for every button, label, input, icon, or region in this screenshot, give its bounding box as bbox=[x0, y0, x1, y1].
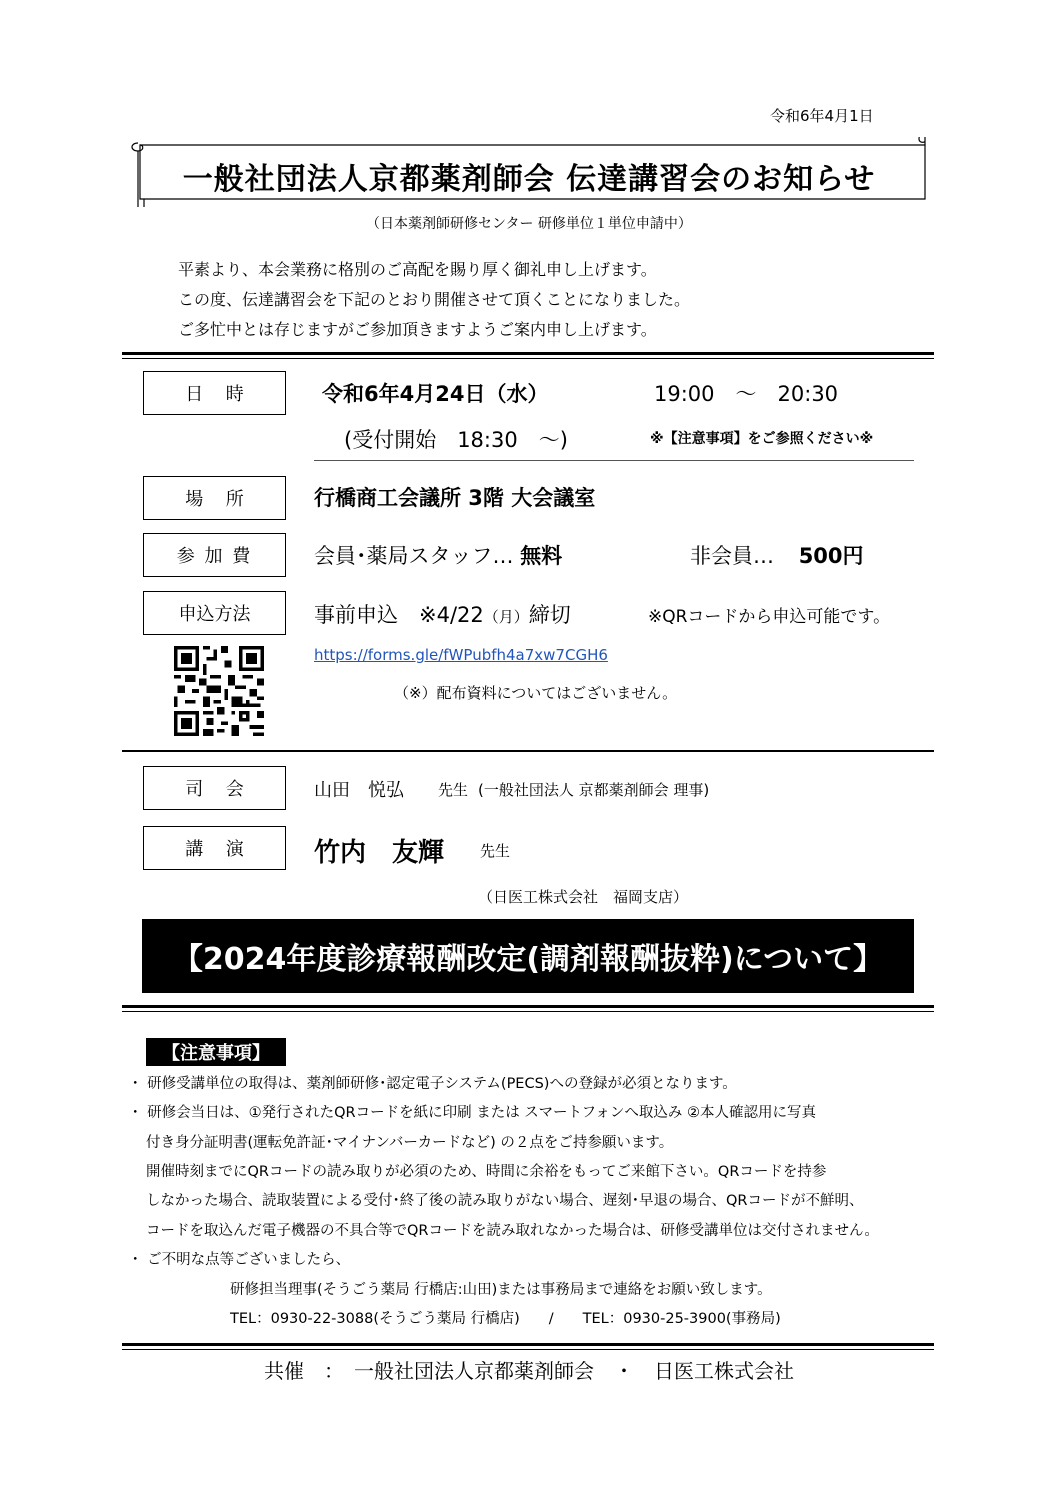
notice-line: しなかった場合、読取装置による受付･終了後の読み取りがない場合、遅刻･早退の場合、QRコードが不鮮明、 bbox=[146, 1193, 864, 1209]
notice-heading: 【注意事項】 bbox=[146, 1038, 286, 1066]
section-divider bbox=[122, 750, 934, 752]
intro-line-1: 平素より、本会業務に格別のご高配を賜り厚く御礼申し上げます。 bbox=[178, 260, 657, 279]
lecturer-name: 竹内 友輝 bbox=[314, 838, 445, 868]
qr-code[interactable] bbox=[174, 646, 264, 736]
notice-line: ・ 研修受講単位の取得は、薬剤師研修･認定電子システム(PECS)への登録が必須となります。 bbox=[128, 1076, 737, 1092]
section-divider bbox=[122, 1005, 934, 1012]
reception-time: (受付開始 18:30 ～) bbox=[344, 428, 568, 452]
lecturer-title: 先生 bbox=[480, 842, 511, 860]
page-subtitle: （日本薬剤師研修センター 研修単位１単位申請中） bbox=[366, 216, 692, 232]
contact-phones: TEL：0930-22-3088(そうごう薬局 行橋店) / TEL：0930-25-3900(事務局) bbox=[230, 1311, 781, 1327]
schedule-underline bbox=[314, 460, 914, 461]
notice-line: 開催時刻までにQRコードの読み取りが必須のため、時間に余裕をもってご来館下さい。QRコードを持参 bbox=[146, 1164, 827, 1180]
place-label: 場 所 bbox=[143, 476, 286, 520]
notice-line: ・ ご不明な点等ございましたら、 bbox=[128, 1252, 351, 1268]
lecture-topic-banner: 【2024年度診療報酬改定(調剤報酬抜粋)について】 bbox=[142, 919, 914, 993]
fee-label: 参 加 費 bbox=[143, 533, 286, 577]
intro-line-2: この度、伝達講習会を下記のとおり開催させて頂くことになりました。 bbox=[178, 290, 691, 309]
lecture-label: 講 演 bbox=[143, 826, 286, 870]
application-method: 事前申込 ※4/22（月）締切 bbox=[314, 603, 571, 627]
place-value: 行橋商工会議所 3階 大会議室 bbox=[314, 486, 596, 510]
application-form-link[interactable]: https://forms.gle/fWPubfh4a7xw7CGH6 bbox=[314, 646, 608, 664]
issue-date: 令和6年4月1日 bbox=[770, 107, 874, 125]
fee-nonmember: 非会員… 500円 bbox=[690, 544, 864, 568]
event-date: 令和6年4月24日（水） bbox=[322, 382, 549, 406]
lecturer-org: （日医工株式会社 福岡支店） bbox=[478, 888, 689, 906]
materials-note: （※）配布資料についてはございません。 bbox=[394, 684, 678, 702]
intro-line-3: ご多忙中とは存じますがご参加頂きますようご案内申し上げます。 bbox=[178, 320, 657, 339]
schedule-note: ※【注意事項】をご参照ください※ bbox=[650, 431, 874, 447]
mc-title: 先生 bbox=[438, 781, 469, 799]
mc-org: (一般社団法人 京都薬剤師会 理事) bbox=[478, 781, 710, 799]
schedule-label: 日 時 bbox=[143, 371, 286, 415]
notice-line: 研修担当理事(そうごう薬局 行橋店:山田)または事務局まで連絡をお願い致します。 bbox=[230, 1282, 772, 1298]
fee-member: 会員･薬局スタッフ… 無料 bbox=[314, 544, 563, 568]
mc-label: 司 会 bbox=[143, 766, 286, 810]
notice-line: 付き身分証明書(運転免許証･マイナンバーカードなど) の２点をご持参願います。 bbox=[146, 1135, 674, 1151]
application-label: 申込方法 bbox=[143, 591, 286, 635]
qr-note: ※QRコードから申込可能です。 bbox=[648, 607, 891, 627]
co-hosts: 共催 ： 一般社団法人京都薬剤師会 ・ 日医工株式会社 bbox=[264, 1359, 794, 1383]
page-title: 一般社団法人京都薬剤師会 伝達講習会のお知らせ bbox=[182, 162, 876, 197]
mc-name: 山田 悦弘 bbox=[314, 780, 404, 801]
section-divider bbox=[122, 1343, 934, 1350]
section-divider bbox=[122, 352, 934, 359]
notice-line: コードを取込んだ電子機器の不具合等でQRコードを読み取れなかった場合は、研修受講単位は交付されません。 bbox=[146, 1223, 879, 1239]
event-time: 19:00 ～ 20:30 bbox=[654, 382, 839, 406]
notice-line: ・ 研修会当日は、①発行されたQRコードを紙に印刷 または スマートフォンへ取込み ②本人確認用に写真 bbox=[128, 1105, 816, 1121]
